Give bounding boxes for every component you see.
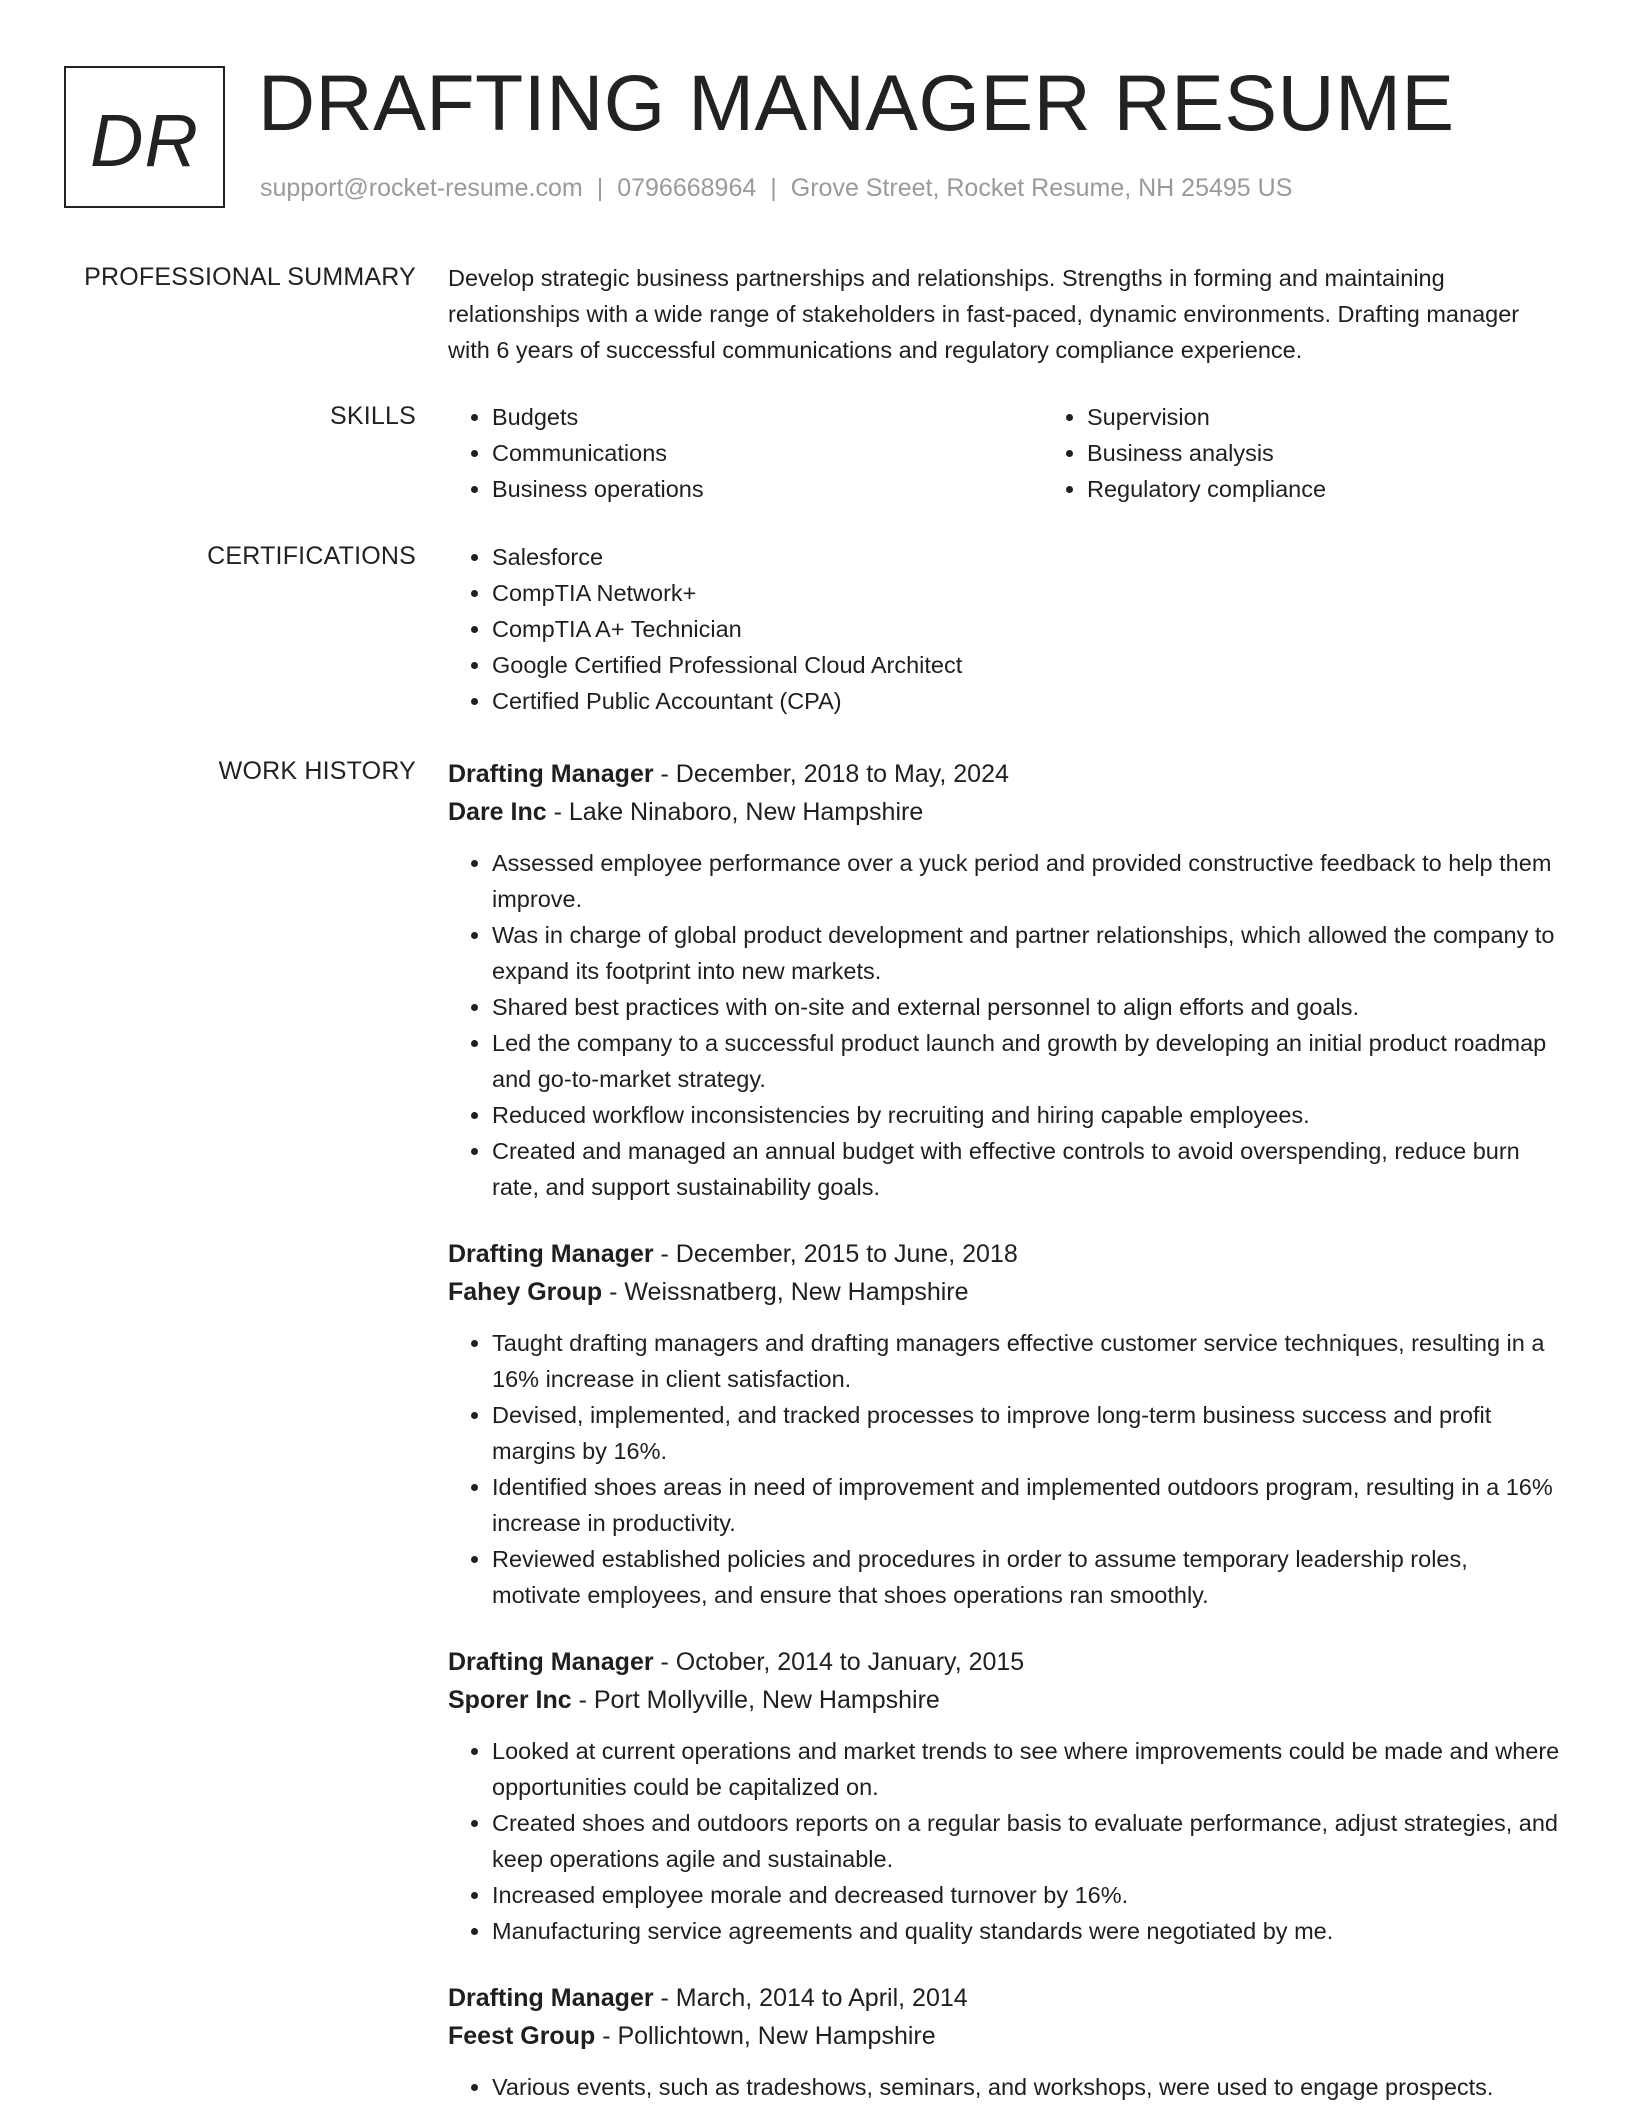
job-company: Sporer Inc [448,1686,572,1714]
skill-item: • Communications [492,435,1043,471]
skill-item: • Business operations [492,471,1043,507]
job-title: Drafting Manager [448,1648,654,1676]
job-bullet: • Created shoes and outdoors reports on a regular basis to evaluate performance, adjust strategies, and keep operations agile and sustainable. [492,1805,1562,1877]
job-dates: - March, 2014 to April, 2014 [653,1984,968,2012]
contact-address: Grove Street, Rocket Resume, NH 25495 US [790,174,1293,202]
job-company: Fahey Group [448,1278,603,1306]
job-dates: - December, 2015 to June, 2018 [653,1240,1018,1268]
monogram-initials: DR [90,98,199,182]
job-bullets [448,2069,1562,2105]
job-bullets [448,845,1562,1205]
job-entry [448,1235,1562,1613]
job-company-line [448,2017,1562,2055]
job-company-line [448,1273,1562,1311]
summary-body [448,260,1562,368]
job-title: Drafting Manager [448,1240,654,1268]
work-history-body [448,755,1562,2105]
contact-line [260,174,1292,203]
skills-body [448,399,1562,507]
certification-item: • CompTIA A+ Technician [492,611,1562,647]
job-location: - Lake Ninaboro, New Hampshire [546,798,924,826]
resume-title: DRAFTING MANAGER RESUME [258,58,1455,147]
job-bullet: • Devised, implemented, and tracked processes to improve long-term business success and profit margins by 16%. [492,1397,1562,1469]
certifications-list [448,539,1562,719]
contact-separator: | [770,174,777,202]
contact-separator: | [596,174,604,202]
job-bullet: • Various events, such as tradeshows, seminars, and workshops, were used to engage prospects. [492,2069,1562,2105]
job-title: Drafting Manager [448,1984,654,2012]
certification-item: • CompTIA Network+ [492,575,1562,611]
monogram-box [64,66,225,208]
job-entry [448,1643,1562,1949]
skill-item: • Business analysis [1087,435,1632,471]
summary-label: PROFESSIONAL SUMMARY [84,263,416,291]
job-bullet: • Identified shoes areas in need of improvement and implemented outdoors program, resulting in a 16% increase in productivity. [492,1469,1562,1541]
certification-item: • Salesforce [492,539,1562,575]
skills-column-2 [1043,399,1632,507]
job-title: Drafting Manager [448,760,654,788]
job-bullet: • Manufacturing service agreements and quality standards were negotiated by me. [492,1913,1562,1949]
certifications-label: CERTIFICATIONS [207,542,416,570]
job-location: - Port Mollyville, New Hampshire [571,1686,940,1714]
job-company-line [448,1681,1562,1719]
certifications-body [448,539,1562,719]
skill-item: • Regulatory compliance [1087,471,1632,507]
job-bullet: • Assessed employee performance over a yuck period and provided constructive feedback to help them improve. [492,845,1562,917]
job-bullets [448,1325,1562,1613]
job-company: Feest Group [448,2022,596,2050]
skill-item: • Budgets [492,399,1043,435]
job-dates: - December, 2018 to May, 2024 [653,760,1009,788]
job-bullet: • Was in charge of global product development and partner relationships, which allowed the company to expand its footprint into new markets. [492,917,1562,989]
job-bullet: • Increased employee morale and decreased turnover by 16%. [492,1877,1562,1913]
job-bullet: • Created and managed an annual budget with effective controls to avoid overspending, reduce burn rate, and support sustainability goals. [492,1133,1562,1205]
skills-column-1 [448,399,1043,507]
job-title-line [448,1643,1562,1681]
job-bullet: • Led the company to a successful product launch and growth by developing an initial product roadmap and go-to-market strategy. [492,1025,1562,1097]
contact-email: support@rocket-resume.com [260,174,583,202]
job-title-line [448,1235,1562,1273]
job-location: - Weissnatberg, New Hampshire [602,1278,969,1306]
job-title-line [448,1979,1562,2017]
job-location: - Pollichtown, New Hampshire [595,2022,936,2050]
job-bullet: • Shared best practices with on-site and external personnel to align efforts and goals. [492,989,1562,1025]
job-company: Dare Inc [448,798,547,826]
job-title-line [448,755,1562,793]
job-bullet: • Reduced workflow inconsistencies by recruiting and hiring capable employees. [492,1097,1562,1133]
job-company-line [448,793,1562,831]
job-bullet: • Looked at current operations and market trends to see where improvements could be made and where opportunities could be capitalized on. [492,1733,1562,1805]
job-entry [448,755,1562,1205]
summary-text: Develop strategic business partnerships and relationships. Strengths in forming and maintaining relationships with a wide range of stakeholders in fast-paced, dynamic environments. Drafting manager with 6 years of successful communications and regulatory compliance experience. [448,265,1520,363]
job-dates: - October, 2014 to January, 2015 [653,1648,1025,1676]
job-bullets [448,1733,1562,1949]
job-entry [448,1979,1562,2105]
skill-item: • Supervision [1087,399,1632,435]
certification-item: • Certified Public Accountant (CPA) [492,683,1562,719]
certification-item: • Google Certified Professional Cloud Architect [492,647,1562,683]
skills-label: SKILLS [330,402,416,430]
contact-phone: 0796668964 [617,174,757,202]
job-bullet: • Taught drafting managers and drafting managers effective customer service techniques, resulting in a 16% increase in client satisfaction. [492,1325,1562,1397]
work-history-label: WORK HISTORY [218,757,416,785]
job-bullet: • Reviewed established policies and procedures in order to assume temporary leadership roles, motivate employees, and ensure that shoes operations ran smoothly. [492,1541,1562,1613]
